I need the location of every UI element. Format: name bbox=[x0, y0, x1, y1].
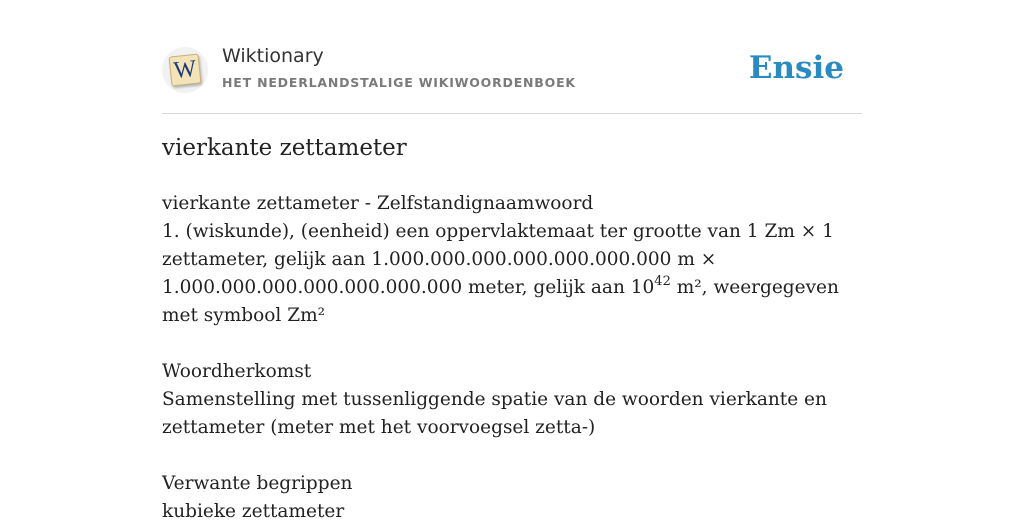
entry-body bbox=[162, 190, 862, 526]
related-item[interactable]: kubieke zettameter bbox=[162, 501, 345, 522]
brand-subtitle: HET NEDERLANDSTALIGE WIKIWOORDENBOEK bbox=[222, 75, 576, 90]
logo-letter: W bbox=[172, 55, 198, 84]
page bbox=[162, 0, 862, 522]
etymology-heading: Woordherkomst bbox=[162, 361, 312, 382]
definition bbox=[162, 218, 862, 330]
site-header bbox=[162, 0, 862, 114]
spacer bbox=[162, 330, 862, 358]
part-of-speech-line: vierkante zettameter - Zelfstandignaamwoord bbox=[162, 193, 594, 214]
brand-title[interactable]: Wiktionary bbox=[222, 45, 324, 67]
page-title: vierkante zettameter bbox=[162, 135, 407, 161]
definition-text: 1. (wiskunde), (eenheid) een oppervlaktemaat ter grootte van 1 Zm × 1 zettameter, gelijk aan 1.000.000.000.000.000.000.000 m × 1.000.000.000.000.000.000.000 meter, gelijk aan 10 bbox=[162, 221, 834, 298]
etymology-text: Samenstelling met tussenliggende spatie van de woorden vierkante en zettameter (meter met het voorvoegsel zetta-) bbox=[162, 389, 827, 438]
definition-text-end: m², weergegeven met symbool Zm² bbox=[162, 277, 839, 326]
wiktionary-logo-icon bbox=[169, 54, 202, 87]
spacer bbox=[162, 442, 862, 470]
wiktionary-logo[interactable] bbox=[162, 47, 208, 93]
related-heading: Verwante begrippen bbox=[162, 473, 353, 494]
ensie-logo[interactable]: Ensie bbox=[748, 50, 844, 86]
definition-exponent: 42 bbox=[654, 274, 671, 289]
